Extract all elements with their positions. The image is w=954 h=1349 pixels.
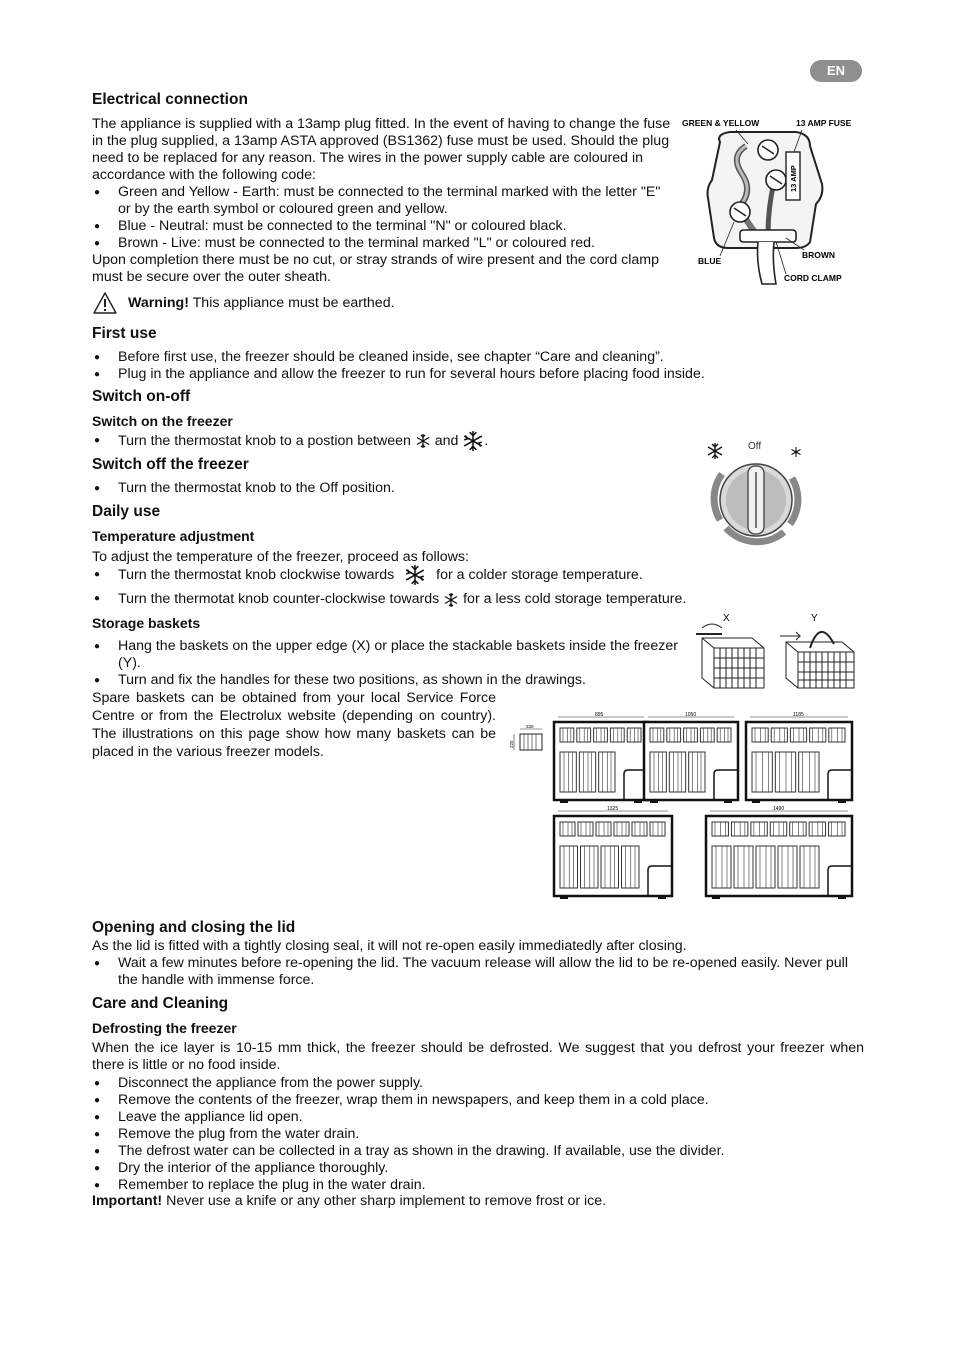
subheading-defrosting: Defrosting the freezer xyxy=(92,1020,237,1036)
list-item: ● Brown - Live: must be connected to the terminal marked "L" or coloured red. xyxy=(92,235,674,252)
first-use-bullets xyxy=(92,349,862,383)
snowflake-icon xyxy=(415,433,431,449)
temp-b2-after: for a less cold storage temperature. xyxy=(463,591,687,608)
subheading-switch-on: Switch on the freezer xyxy=(92,413,233,429)
important-note xyxy=(92,1193,864,1210)
warning-text: This appliance must be earthed. xyxy=(188,294,395,311)
freezer-width-label: 895 xyxy=(595,712,604,718)
single-basket xyxy=(514,729,542,750)
freezer-width-label: 1490 xyxy=(773,806,785,812)
list-item xyxy=(92,588,712,610)
basket-dim-width: 330 xyxy=(526,724,534,729)
switch-on-bullets xyxy=(92,430,692,452)
switch-on-end: . xyxy=(484,433,489,449)
heading-daily-use: Daily use xyxy=(92,503,161,520)
freezer-model xyxy=(746,712,852,803)
basket-y xyxy=(780,632,854,688)
label-brown: BROWN xyxy=(802,250,836,260)
list-item: ● Turn and fix the handles for these two positions, as shown in the drawings. xyxy=(92,672,684,689)
label-fuse: 13 AMP FUSE xyxy=(796,118,852,128)
list-item: ● Wait a few minutes before re-opening the lid. The vacuum release will allow the lid to be re-opened easily. Never pull the handle with immense force. xyxy=(92,955,864,989)
freezer-width-label: 1185 xyxy=(793,712,804,718)
switch-on-text: Turn the thermostat knob to a postion between xyxy=(118,433,411,449)
temp-b2-before: Turn the thermotat knob counter-clockwise towards xyxy=(118,591,440,608)
list-item: ● Turn the thermostat knob to the Off position. xyxy=(92,480,652,497)
basket-y-label: Y xyxy=(811,613,818,624)
list-item: ● Green and Yellow - Earth: must be connected to the terminal marked with the letter "E" or by the earth symbol or coloured green and yellow. xyxy=(92,184,674,218)
freezer-model xyxy=(554,806,672,899)
list-item: ● Remove the plug from the water drain. xyxy=(92,1126,864,1143)
subheading-temperature: Temperature adjustment xyxy=(92,528,255,544)
heading-lid: Opening and closing the lid xyxy=(92,919,296,936)
switch-off-bullets xyxy=(92,480,652,497)
freezer-models xyxy=(554,712,852,899)
snowflake-icon xyxy=(792,447,801,457)
knob-off-label: Off xyxy=(748,441,762,452)
temperature-intro: To adjust the temperature of the freezer, proceed as follows: xyxy=(92,549,469,565)
snowflake-icon xyxy=(462,430,484,452)
language-badge: EN xyxy=(810,60,862,82)
defrost-intro: When the ice layer is 10-15 mm thick, the freezer should be defrosted. We suggest that you defrost your freezer when there is little or no food inside. xyxy=(92,1040,864,1073)
basket-x-label: X xyxy=(723,613,730,624)
freezer-width-label: 1050 xyxy=(685,712,697,718)
label-cord-clamp: CORD CLAMP xyxy=(784,273,842,283)
heading-switch-off: Switch off the freezer xyxy=(92,456,249,473)
plug-wiring-diagram xyxy=(676,112,862,292)
list-item: ● Plug in the appliance and allow the freezer to run for several hours before placing food inside. xyxy=(92,366,862,383)
electrical-body xyxy=(92,116,674,286)
list-item: ● Before first use, the freezer should be cleaned inside, see chapter “Care and cleaning”. xyxy=(92,349,862,366)
list-item xyxy=(92,430,692,452)
lid-bullets xyxy=(92,955,864,989)
electrical-after: Upon completion there must be no cut, or stray strands of wire present and the cord clamp must be secure over the outer sheath. xyxy=(92,252,659,285)
basket-x xyxy=(696,624,764,688)
snowflake-icon xyxy=(443,592,459,608)
basket-dim-height: 225 xyxy=(509,740,514,748)
label-blue: BLUE xyxy=(698,256,722,266)
temperature-bullets xyxy=(92,564,712,610)
list-item: ● Dry the interior of the appliance thoroughly. xyxy=(92,1160,864,1177)
electrical-bullets xyxy=(92,184,674,252)
list-item: ● Remember to replace the plug in the water drain. xyxy=(92,1177,864,1194)
electrical-intro: The appliance is supplied with a 13amp plug fitted. In the event of having to change the fuse in the plug supplied, a 13amp ASTA approved (BS1362) fuse must be used. Should the plug need to be replaced for any reason. The wires in the power supply cable are coloured in accordance with the following code: xyxy=(92,116,671,183)
list-item: ● Leave the appliance lid open. xyxy=(92,1109,864,1126)
freezer-model xyxy=(644,712,738,803)
temp-b1-after: for a colder storage temperature. xyxy=(436,567,643,583)
freezer-width-label: 1325 xyxy=(607,806,619,812)
freezer-model xyxy=(706,806,852,899)
list-item xyxy=(92,564,712,586)
switch-on-and: and xyxy=(434,433,459,449)
list-item: ● Remove the contents of the freezer, wrap them in newspapers, and keep them in a cold place. xyxy=(92,1092,864,1109)
temp-b1-before: Turn the thermostat knob clockwise towards xyxy=(118,567,395,583)
heading-care: Care and Cleaning xyxy=(92,995,229,1012)
warning-bold: Warning! xyxy=(128,294,189,311)
list-item: ● Blue - Neutral: must be connected to the terminal "N" or coloured black. xyxy=(92,218,674,235)
fuse-body-label: 13 AMP xyxy=(789,165,798,192)
heading-first-use: First use xyxy=(92,325,157,342)
basket-positions-diagram xyxy=(692,608,862,694)
snowflake-icon xyxy=(404,564,426,586)
freezer-basket-layouts xyxy=(506,712,856,900)
heading-electrical: Electrical connection xyxy=(92,91,248,108)
list-item: ● The defrost water can be collected in a tray as shown in the drawing. If available, use the divider. xyxy=(92,1143,864,1160)
list-item: ● Hang the baskets on the upper edge (X) or place the stackable baskets inside the freezer (Y). xyxy=(92,638,684,672)
freezer-model xyxy=(554,712,648,803)
snowflake-icon xyxy=(708,443,722,459)
spare-baskets-text: Spare baskets can be obtained from your local Service Force Centre or from the Electrolux website (depending on country). The illustrations on this page show how many baskets can be placed in the various freezer models. xyxy=(92,690,496,760)
basket-bullets xyxy=(92,638,684,689)
important-text: Never use a knife or any other sharp implement to remove frost or ice. xyxy=(162,1193,607,1209)
thermostat-knob-diagram xyxy=(700,436,810,554)
label-green-yellow: GREEN & YELLOW xyxy=(682,118,760,128)
warning-triangle-icon xyxy=(92,291,118,315)
lid-intro: As the lid is fitted with a tightly closing seal, it will not re-open easily immediatedly after closing. xyxy=(92,938,687,954)
defrost-bullets xyxy=(92,1075,864,1194)
subheading-baskets: Storage baskets xyxy=(92,615,201,631)
list-item: ● Disconnect the appliance from the power supply. xyxy=(92,1075,864,1092)
heading-switch: Switch on-off xyxy=(92,388,191,405)
warning-line xyxy=(92,290,395,316)
important-bold: Important! xyxy=(92,1193,163,1209)
